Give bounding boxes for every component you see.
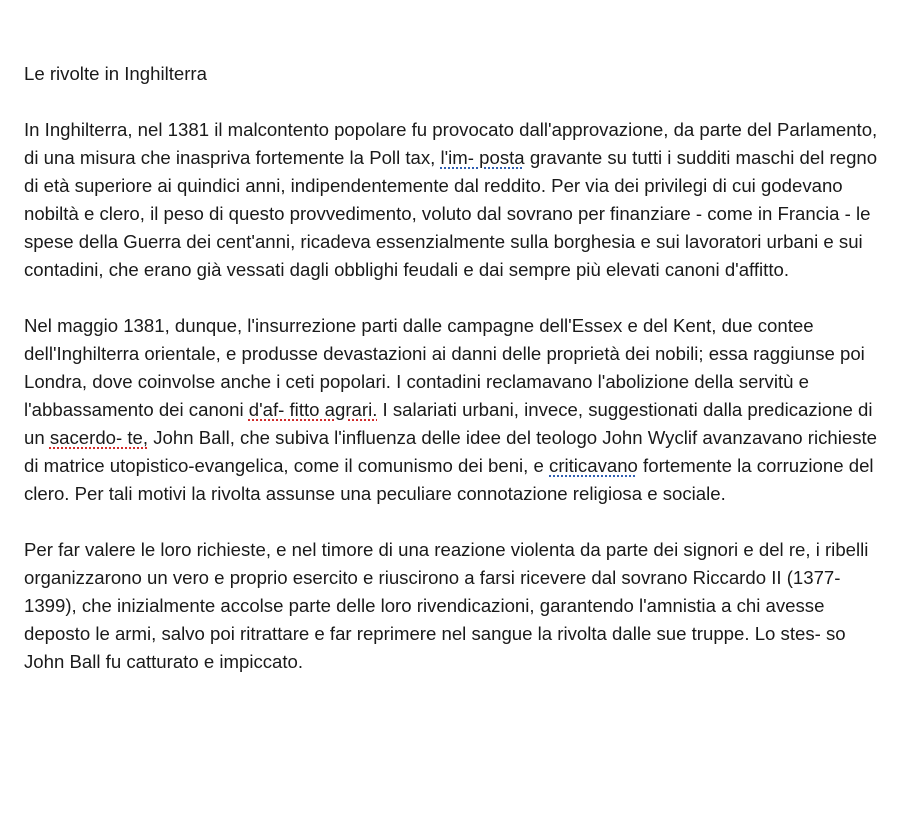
p2-text-c: John Ball, che subiva l'influenza delle idee del teologo John Wyclif avanzavano richieste di matrice utopistico-evangelica, come il comunismo dei beni, e: [24, 427, 878, 476]
paragraph-2: [24, 312, 884, 508]
paragraph-1: [24, 116, 884, 284]
document-body: [24, 60, 884, 704]
grammar-flag-imposta[interactable]: l'im- posta: [440, 147, 525, 168]
document-title: Le rivolte in Inghilterra: [24, 63, 207, 84]
p1-text-b: gravante su tutti i sudditi maschi del regno di età superiore ai quindici anni, indipendentemente dal reddito. Per via dei privilegi di cui godevano nobiltà e clero, il peso di questo provvedimento, voluto dal sovrano per finanziare - come in Francia - le spese della Guerra dei cent'anni, ricadeva essenzialmente sulla borghesia e sui lavoratori urbani e sui contadini, che erano già vessati dagli obblighi feudali e dai sempre più elevati canoni d'affitto.: [24, 147, 878, 280]
p1-text-a: In Inghilterra, nel 1381 il malcontento popolare fu provocato dall'approvazione, da parte del Parlamento, di una misura che inaspriva fortemente la Poll tax,: [24, 119, 878, 168]
spell-flag-daffitto[interactable]: d'af- fitto agrari.: [248, 399, 378, 420]
p2-text-d: fortemente la corruzione del clero. Per tali motivi la rivolta assunse una peculiare connotazione religiosa e sociale.: [24, 455, 874, 504]
p2-text-b: I salariati urbani, invece, suggestionati dalla predicazione di un: [24, 399, 873, 448]
grammar-flag-criticavano[interactable]: criticavano: [549, 455, 638, 476]
paragraph-3: Per far valere le loro richieste, e nel timore di una reazione violenta da parte dei signori e del re, i ribelli organizzarono un vero e proprio esercito e riuscirono a farsi ricevere dal sovrano Riccardo II (1377-1399), che inizialmente accolse parte delle loro rivendicazioni, garantendo l'amnistia a chi avesse deposto le armi, salvo poi ritrattare e far reprimere nel sangue la rivolta dalle sue truppe. Lo stes- so John Ball fu catturato e impiccato.: [24, 539, 869, 672]
spell-flag-sacerdote[interactable]: sacerdo- te,: [49, 427, 149, 448]
p2-text-a: Nel maggio 1381, dunque, l'insurrezione parti dalle campagne dell'Essex e del Kent, due contee dell'Inghilterra orientale, e produsse devastazioni ai danni delle proprietà dei nobili; essa raggiunse poi Londra, dove coinvolse anche i ceti popolari. I contadini reclamavano l'abolizione della servitù e l'abbassamento dei canoni: [24, 315, 865, 420]
